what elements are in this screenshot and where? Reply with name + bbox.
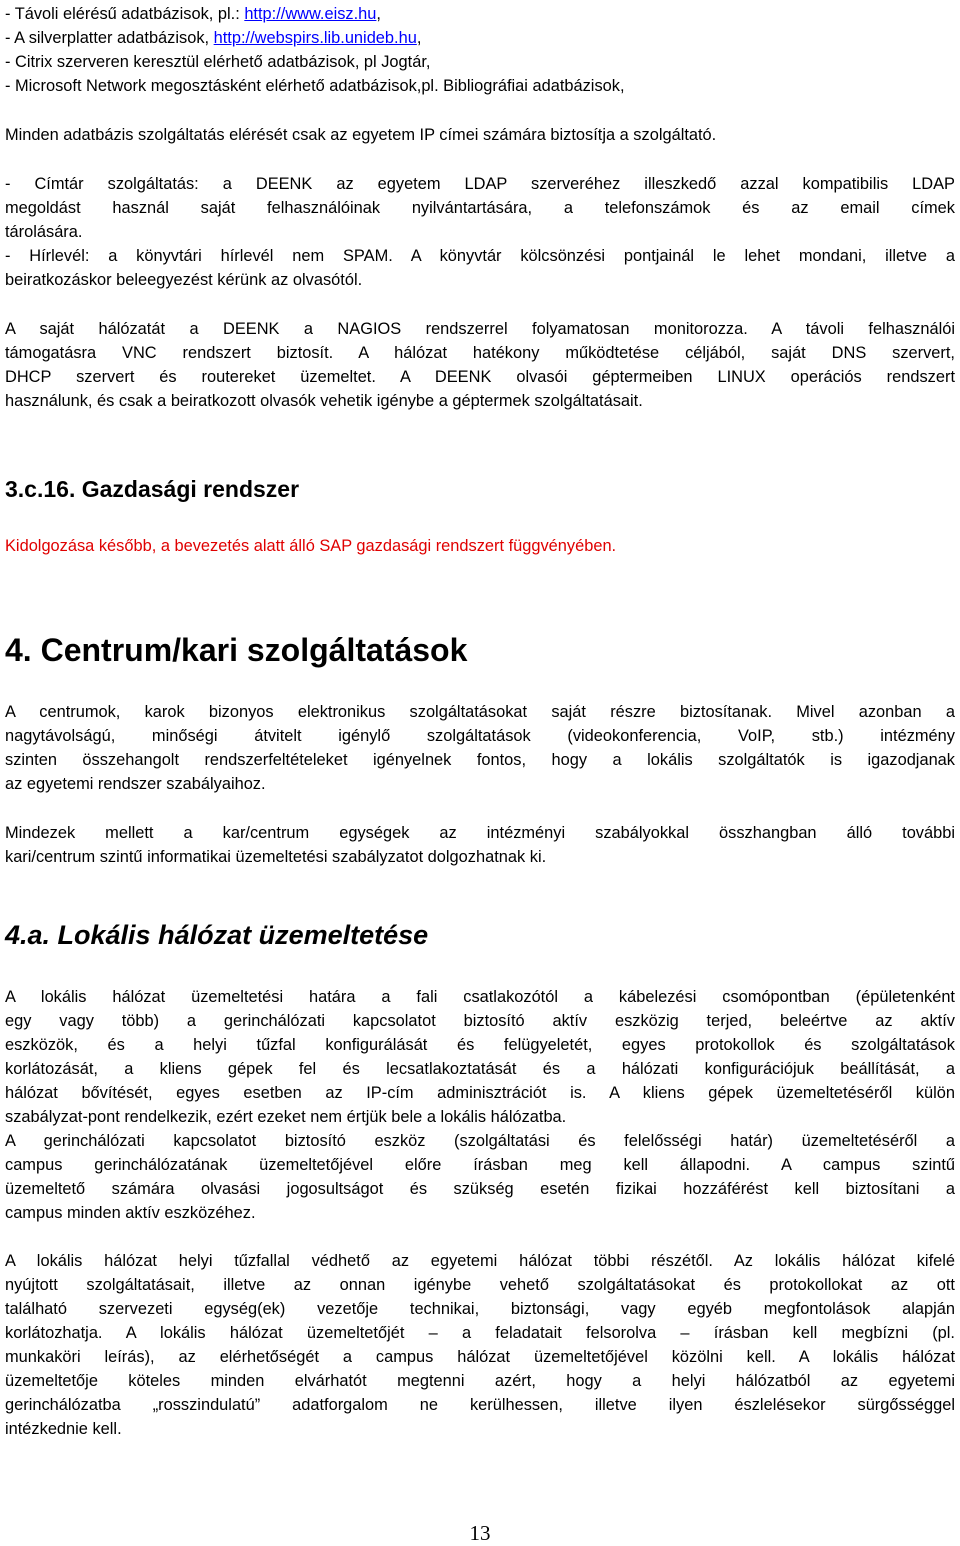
mindezek-line-2: kari/centrum szintű informatikai üzemeltetési szabályzatot dolgozhatnak ki. [5,848,547,866]
newsletter-line-2: beiratkozáskor beleegyezést kérünk az olvasótól. [5,271,363,289]
centrum-line-4: az egyetemi rendszer szabályaihoz. [5,775,266,793]
tuzfal-line-3: található szervezeti egység(ek) vezetője technikai, biztonsági, vagy egyéb megfontolások alapján [5,1300,955,1318]
db-list-line-3: - Citrix szerveren keresztül elérhető adatbázisok, pl Jogtár, [5,53,431,71]
heading-3c16: 3.c.16. Gazdasági rendszer [5,476,300,502]
lokalis-line-9: üzemeltető számára olvasási jogosultságot és szükség esetén fizikai hozzáférést kell biztosítani a [5,1180,955,1198]
tuzfal-line-2: nyújtott szolgáltatásait, illetve az onnan igénybe vehető szolgáltatásokat és protokollokat az ott [5,1276,955,1294]
centrum-line-1: A centrumok, karok bizonyos elektronikus szolgáltatásokat saját részre biztosítanak. Mivel azonban a [5,703,955,721]
tuzfal-line-8: intézkednie kell. [5,1420,122,1438]
network-line-3: DHCP szervert és routereket üzemeltet. A DEENK olvasói géptermeiben LINUX operációs rendszert [5,368,955,386]
tuzfal-line-5: munkaköri leírás), az elérhetőségét a campus hálózat üzemeltetőjével közölni kell. A lokális hálózat [5,1348,955,1366]
tuzfal-line-1: A lokális hálózat helyi tűzfallal védhető az egyetemi hálózat többi részétől. Az lokális hálózat kifelé [5,1252,955,1270]
db-list-line-2: - A silverplatter adatbázisok, http://webspirs.lib.unideb.hu, [5,29,422,47]
eisz-link[interactable]: http://www.eisz.hu [244,5,377,23]
centrum-line-3: szinten összehangolt rendszerfeltételeket igényelnek fontos, hogy a lokális szolgáltatók is igazodjanak [5,751,955,769]
mindezek-line-1: Mindezek mellett a kar/centrum egységek az intézményi szabályokkal összhangban álló további [5,824,955,842]
page-number: 13 [469,1521,491,1545]
lokalis-line-2: egy vagy több) a gerinchálózati kapcsolatot biztosító aktív eszközig terjed, beleértve az aktív [5,1012,955,1030]
heading-4a: 4.a. Lokális hálózat üzemeltetése [5,920,429,950]
tuzfal-line-6: üzemeltetője köteles minden elvárhatót megtenni azért, hogy a helyi hálózatból az egyetemi [5,1372,955,1390]
heading-4: 4. Centrum/kari szolgáltatások [5,632,468,668]
lokalis-line-3: eszközök, és a helyi tűzfal konfigurálását és felügyeletét, egyes protokollok és szolgáltatások [5,1036,955,1054]
lokalis-line-7: A gerinchálózati kapcsolatot biztosító eszköz (szolgáltatási és felelősségi határ) üzemeltetéséről a [5,1132,955,1150]
centrum-line-2: nagytávolságú, minőségi átvitelt igénylő szolgáltatások (videokonferencia, VoIP, stb.) intézmény [5,727,955,745]
red-note: Kidolgozása később, a bevezetés alatt álló SAP gazdasági rendszert függvényében. [5,537,617,555]
network-line-1: A saját hálózatát a DEENK a NAGIOS rendszerrel folyamatosan monitorozza. A távoli felhasználói [5,320,955,338]
lokalis-line-1: A lokális hálózat üzemeltetési határa a fali csatlakozótól a kábelezési csomópontban (épületenként [5,988,955,1006]
tuzfal-line-4: korlátozhatja. A lokális hálózat üzemeltetőjét – a feladatait felsorolva – írásban kell megbízni (pl. [5,1324,955,1342]
network-line-4: használunk, és csak a beiratkozott olvasók vehetik igénybe a géptermek szolgáltatásait. [5,392,643,410]
directory-line-1: - Címtár szolgáltatás: a DEENK az egyetem LDAP szerveréhez illeszkedő azzal kompatibilis LDAP [5,175,955,193]
network-line-2: támogatásra VNC rendszert biztosít. A hálózat hatékony működtetése céljából, saját DNS szervert, [5,344,955,362]
lokalis-line-4: korlátozását, a kliens gépek fel és lecsatlakoztatását és a hálózati konfigurációjuk beállítását, a [5,1060,955,1078]
lokalis-line-6: szabályzat-pont rendelkezik, ezért ezeket nem értjük bele a lokális hálózatba. [5,1108,567,1126]
directory-line-2: megoldást használ saját felhasználóinak nyilvántartására, a telefonszámok és az email címek [5,199,955,217]
tuzfal-line-7: gerinchálózatba „rosszindulatú” adatforgalom ne kerülhessen, illetve ilyen észlelésekor sürgősséggel [5,1396,955,1414]
access-paragraph: Minden adatbázis szolgáltatás elérését csak az egyetem IP címei számára biztosítja a szolgáltató. [5,126,717,144]
directory-line-3: tárolására. [5,223,83,241]
lokalis-line-5: hálózat bővítését, egyes esetben az IP-cím adminisztrációt is. A kliens gépek üzemeltetéséről külön [5,1084,955,1102]
db-list-line-1: - Távoli elérésű adatbázisok, pl.: http://www.eisz.hu, [5,5,381,23]
db-list-line-4: - Microsoft Network megosztásként elérhető adatbázisok,pl. Bibliográfiai adatbázisok, [5,77,625,95]
lokalis-line-10: campus minden aktív eszközéhez. [5,1204,256,1222]
webspirs-link[interactable]: http://webspirs.lib.unideb.hu [213,29,417,47]
lokalis-line-8: campus gerinchálózatának üzemeltetőjével előre írásban meg kell állapodni. A campus szintű [5,1156,955,1174]
newsletter-line-1: - Hírlevél: a könyvtári hírlevél nem SPAM. A könyvtár kölcsönzési pontjainál le lehet mondani, illetve a [5,247,955,265]
